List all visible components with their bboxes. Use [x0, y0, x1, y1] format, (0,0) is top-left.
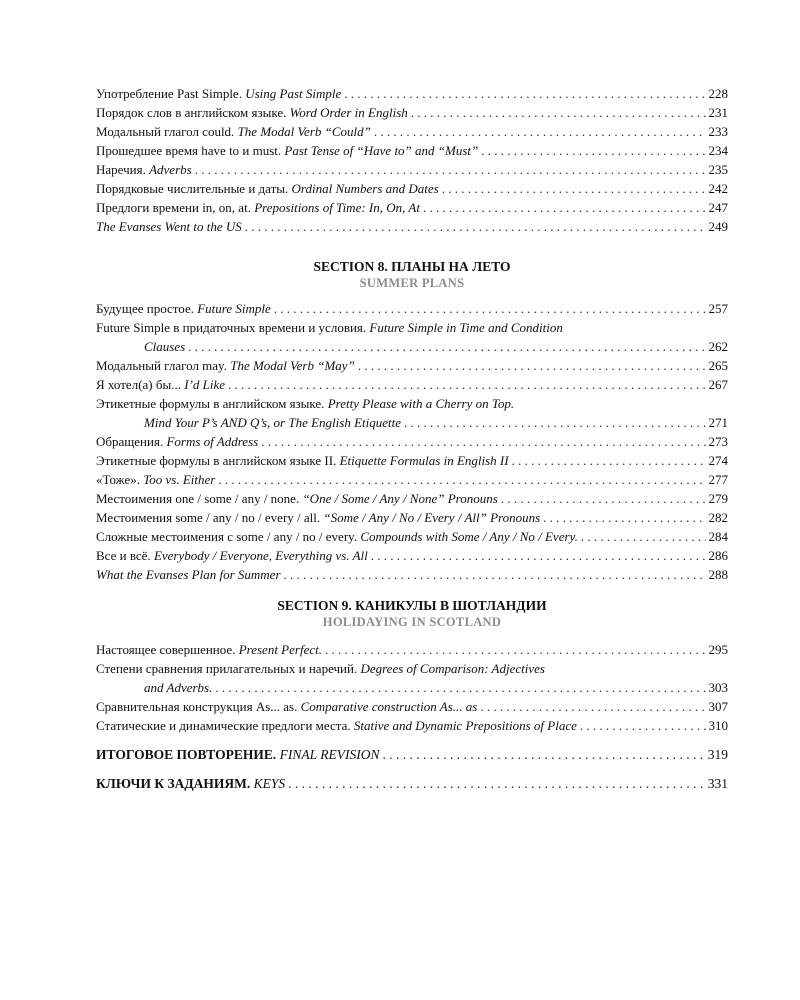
section-subtitle: HOLIDAYING IN SCOTLAND — [322, 615, 502, 629]
page-number: 319 — [707, 747, 728, 762]
toc-entry: Будущее простое. Future Simple . . . 257 — [96, 299, 728, 318]
toc-entry: Обращения. Forms of Address . . . 273 — [96, 432, 728, 451]
toc-entry: Этикетные формулы в английском языке. Pretty Please with a Cherry on Top. Mind Your P’s AND Q’s, or The English Etiquette . . . 271 — [96, 394, 728, 432]
page-number: 273 — [708, 434, 728, 449]
section-title: SECTION 8. ПЛАНЫ НА ЛЕТО — [313, 259, 511, 274]
toc-entry: Местоимения some / any / no / every / all. “Some / Any / No / Every / All” Pronouns . . . 282 — [96, 508, 728, 527]
toc-block-section8 — [96, 299, 728, 584]
page-number: 303 — [708, 680, 728, 695]
toc-entry: Степени сравнения прилагательных и наречий. Degrees of Comparison: Adjectives and Adverbs. . . . 303 — [96, 659, 728, 697]
page-number: 242 — [708, 181, 728, 196]
page-number: 228 — [708, 86, 728, 101]
page-number: 262 — [708, 339, 728, 354]
toc-entry: «Тоже». Too vs. Either . . . 277 — [96, 470, 728, 489]
toc-entry: Употребление Past Simple. Using Past Simple . . . 228 — [96, 84, 728, 103]
toc-entry: Сравнительная конструкция As... as. Comparative construction As... as . . . 307 — [96, 697, 728, 716]
page-number: 331 — [707, 776, 728, 791]
toc-entry: Модальный глагол could. The Modal Verb “Could” . . . 233 — [96, 122, 728, 141]
page-number: 284 — [708, 529, 728, 544]
toc-entry: Местоимения one / some / any / none. “One / Some / Any / None” Pronouns . . . 279 — [96, 489, 728, 508]
section-subtitle: SUMMER PLANS — [359, 276, 465, 290]
page-number: 257 — [708, 301, 728, 316]
page-number: 282 — [708, 510, 728, 525]
page-number: 265 — [708, 358, 728, 373]
toc-entry: Модальный глагол may. The Modal Verb “May” . . . 265 — [96, 356, 728, 375]
page-number: 288 — [708, 567, 728, 582]
toc-entry: ИТОГОВОЕ ПОВТОРЕНИЕ. FINAL REVISION . . . 319 — [96, 745, 728, 764]
page-number: 235 — [708, 162, 728, 177]
toc-entry: What the Evanses Plan for Summer . . . 288 — [96, 565, 728, 584]
page-number: 231 — [708, 105, 728, 120]
section-title: SECTION 9. КАНИКУЛЫ В ШОТЛАНДИИ — [277, 598, 547, 613]
section-heading — [96, 258, 728, 292]
page-number: 307 — [708, 699, 728, 714]
page-number: 267 — [708, 377, 728, 392]
toc-keys — [96, 774, 728, 793]
toc-entry: Наречия. Adverbs . . . 235 — [96, 160, 728, 179]
page-number: 295 — [708, 642, 728, 657]
toc-entry: Все и всё. Everybody / Everyone, Everything vs. All . . . 286 — [96, 546, 728, 565]
toc-entry: Сложные местоимения с some / any / no / every. Compounds with Some / Any / No / Every. . . . 284 — [96, 527, 728, 546]
page-number: 233 — [708, 124, 728, 139]
page-number: 274 — [708, 453, 728, 468]
toc-entry: Статические и динамические предлоги места. Stative and Dynamic Prepositions of Place . . . 310 — [96, 716, 728, 735]
page-number: 277 — [708, 472, 728, 487]
page-number: 249 — [708, 219, 728, 234]
toc-entry: КЛЮЧИ К ЗАДАНИЯМ. KEYS . . . 331 — [96, 774, 728, 793]
page-number: 234 — [708, 143, 728, 158]
toc-entry: Предлоги времени in, on, at. Prepositions of Time: In, On, At . . . 247 — [96, 198, 728, 217]
toc-entry: Прошедшее время have to и must. Past Tense of “Have to” and “Must” . . . 234 — [96, 141, 728, 160]
page-number: 271 — [708, 415, 728, 430]
page-number: 279 — [708, 491, 728, 506]
toc-final-revision — [96, 745, 728, 764]
toc-entry: Настоящее совершенное. Present Perfect. . . . 295 — [96, 640, 728, 659]
toc-entry: The Evanses Went to the US . . . 249 — [96, 217, 728, 236]
page-number: 286 — [708, 548, 728, 563]
page-number: 310 — [708, 718, 728, 733]
toc-entry: Я хотел(а) бы... I’d Like . . . 267 — [96, 375, 728, 394]
toc-entry: Порядковые числительные и даты. Ordinal Numbers and Dates . . . 242 — [96, 179, 728, 198]
page-number: 247 — [708, 200, 728, 215]
toc-entry: Этикетные формулы в английском языке II. Etiquette Formulas in English II . . . 274 — [96, 451, 728, 470]
toc-block-section7-tail — [96, 84, 728, 236]
section-heading — [96, 597, 728, 631]
toc-block-section9 — [96, 640, 728, 735]
toc-entry: Future Simple в придаточных времени и условия. Future Simple in Time and Condition Clauses . . . 262 — [96, 318, 728, 356]
toc-entry: Порядок слов в английском языке. Word Order in English . . . 231 — [96, 103, 728, 122]
